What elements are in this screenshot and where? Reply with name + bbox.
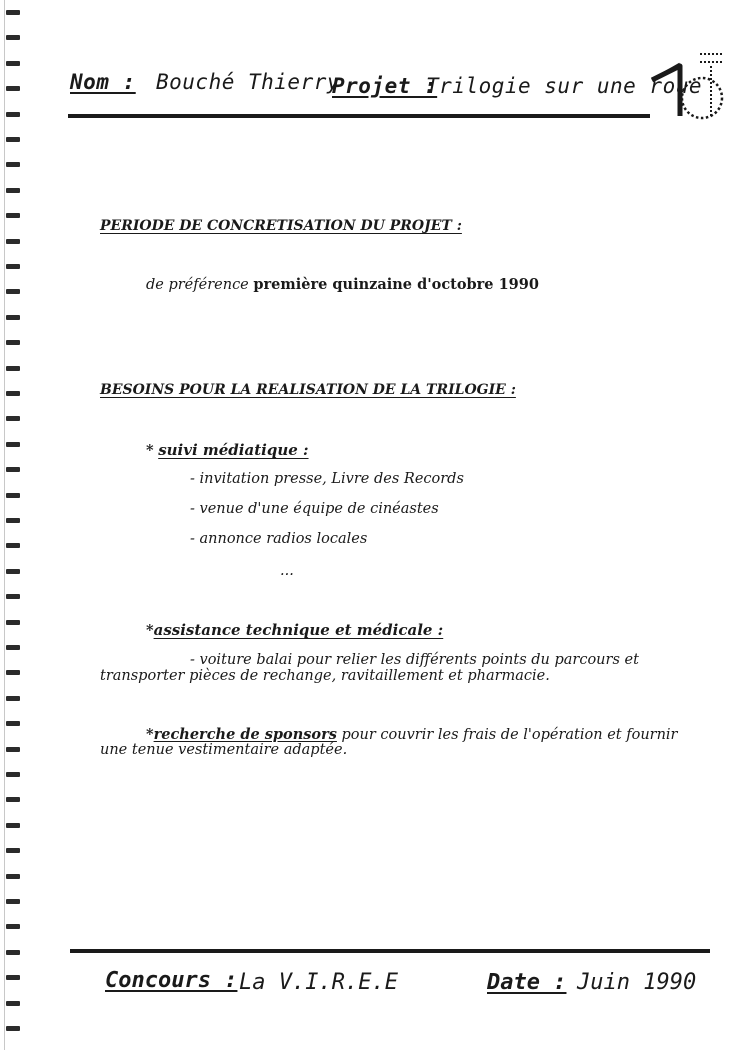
binding-mark <box>6 315 20 320</box>
binding-mark <box>6 467 20 472</box>
binding-mark <box>6 823 20 828</box>
media-title-row <box>146 441 309 459</box>
period-text <box>146 276 539 293</box>
binding-mark <box>6 975 20 980</box>
binding-mark <box>6 188 20 193</box>
binding-mark <box>6 340 20 345</box>
binding-mark <box>6 950 20 955</box>
binding-mark <box>6 747 20 752</box>
binding-mark <box>6 112 20 117</box>
assistance-title: assistance technique et médicale : <box>153 621 444 639</box>
contest-label: Concours : <box>105 968 238 993</box>
binding-mark <box>6 772 20 777</box>
project-label: Projet : <box>332 74 438 98</box>
binding-mark <box>6 1001 20 1006</box>
assistance-line-2: transporter pièces de rechange, ravitaillement et pharmacie. <box>100 668 550 684</box>
binding-mark <box>6 721 20 726</box>
period-heading: PERIODE DE CONCRETISATION DU PROJET : <box>100 218 462 234</box>
media-ellipsis: ... <box>280 563 294 579</box>
binding-mark <box>6 696 20 701</box>
binding-mark <box>6 493 20 498</box>
binding-mark <box>6 61 20 66</box>
binding-mark <box>6 569 20 574</box>
date-value: Juin 1990 <box>577 970 697 995</box>
logo-icon <box>650 46 730 126</box>
binding-mark <box>6 1026 20 1031</box>
binding-mark <box>6 594 20 599</box>
binding-mark <box>6 416 20 421</box>
binding-mark <box>6 162 20 167</box>
binding-mark <box>6 874 20 879</box>
name-value: Bouché Thierry <box>156 70 341 94</box>
project-value: Trilogie sur une roue <box>426 74 703 98</box>
footer-rule <box>70 949 710 953</box>
bullet-star: * <box>146 622 154 639</box>
sponsors-line-1: pour couvrir les frais de l'opération et fournir <box>336 727 678 743</box>
binding-mark <box>6 620 20 625</box>
binding-mark <box>6 543 20 548</box>
binding-mark <box>6 264 20 269</box>
binding-mark <box>6 10 20 15</box>
binding-mark <box>6 670 20 675</box>
name-label: Nom : <box>70 70 136 94</box>
binding-mark <box>6 35 20 40</box>
media-title: suivi médiatique : <box>158 441 309 459</box>
binding-rail <box>4 0 5 1050</box>
binding-mark <box>6 86 20 91</box>
binding-mark <box>6 797 20 802</box>
needs-heading: BESOINS POUR LA REALISATION DE LA TRILOGIE : <box>100 382 516 398</box>
binding-mark <box>6 442 20 447</box>
binding-mark <box>6 239 20 244</box>
spiral-binding <box>0 0 26 1050</box>
binding-mark <box>6 137 20 142</box>
period-prefix: de préférence <box>146 277 254 293</box>
binding-mark <box>6 899 20 904</box>
binding-mark <box>6 213 20 218</box>
binding-mark <box>6 924 20 929</box>
media-item-3: - annonce radios locales <box>190 531 368 547</box>
media-item-1: - invitation presse, Livre des Records <box>190 471 464 487</box>
binding-mark <box>6 848 20 853</box>
media-item-2: - venue d'une équipe de cinéastes <box>190 501 439 517</box>
sponsors-title: recherche de sponsors <box>153 726 337 743</box>
bullet-star: * <box>146 442 154 459</box>
binding-mark <box>6 366 20 371</box>
date-label: Date : <box>487 970 567 995</box>
binding-mark <box>6 289 20 294</box>
sponsors-line-2: une tenue vestimentaire adaptée. <box>100 742 348 758</box>
binding-mark <box>6 645 20 650</box>
binding-mark <box>6 391 20 396</box>
binding-mark <box>6 518 20 523</box>
period-date: première quinzaine d'octobre 1990 <box>253 276 539 293</box>
bullet-star: * <box>146 726 154 743</box>
contest-value: La V.I.R.E.E <box>239 970 398 995</box>
assistance-title-row <box>146 621 443 639</box>
sponsors-row <box>146 726 678 743</box>
header-rule <box>68 114 650 118</box>
assistance-line-1: - voiture balai pour relier les différents points du parcours et <box>190 652 639 668</box>
